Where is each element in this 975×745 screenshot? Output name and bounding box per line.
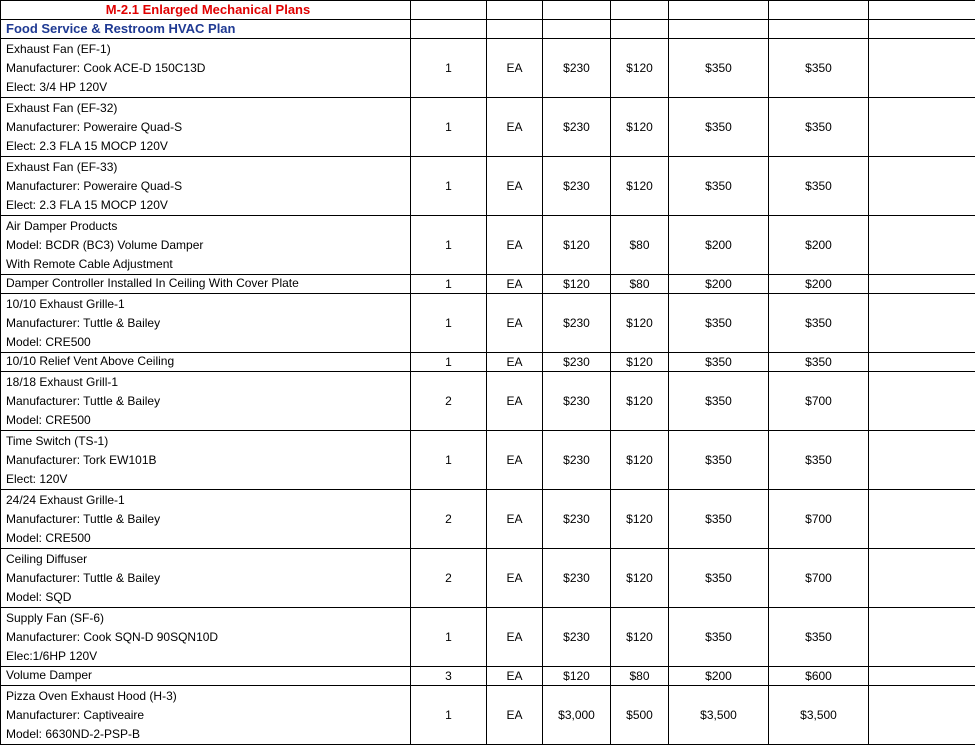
labor-cost-cell[interactable]: $120	[611, 490, 669, 549]
unit-cell[interactable]: EA	[487, 431, 543, 490]
item-description-line: Manufacturer: Tuttle & Bailey	[6, 392, 410, 411]
labor-cost-cell[interactable]: $120	[611, 294, 669, 353]
item-description-cell[interactable]	[1, 686, 411, 745]
labor-cost-cell[interactable]: $500	[611, 686, 669, 745]
empty-cell[interactable]	[769, 20, 869, 39]
item-description-cell[interactable]	[1, 431, 411, 490]
table-row	[1, 294, 975, 353]
item-description-line: 18/18 Exhaust Grill-1	[6, 373, 410, 392]
item-description-line: Elect: 2.3 FLA 15 MOCP 120V	[6, 196, 410, 215]
empty-cell[interactable]	[669, 1, 769, 20]
table-row	[1, 686, 975, 745]
item-description-line: Model: CRE500	[6, 411, 410, 430]
extended-total-cell[interactable]: $350	[769, 98, 869, 157]
extended-total-cell[interactable]: $350	[769, 431, 869, 490]
material-cost-cell[interactable]: $230	[543, 98, 611, 157]
extended-total-cell[interactable]: $200	[769, 216, 869, 275]
table-row	[1, 353, 975, 372]
item-description-cell[interactable]	[1, 39, 411, 98]
material-cost-cell[interactable]: $230	[543, 608, 611, 667]
material-cost-cell[interactable]: $230	[543, 353, 611, 372]
item-description-line: Manufacturer: Tork EW101B	[6, 451, 410, 470]
item-description-cell[interactable]	[1, 353, 411, 372]
extended-total-cell[interactable]: $350	[769, 157, 869, 216]
material-cost-cell[interactable]: $120	[543, 667, 611, 686]
empty-cell[interactable]	[869, 490, 975, 549]
item-description-line: Time Switch (TS-1)	[6, 432, 410, 451]
labor-cost-cell[interactable]: $120	[611, 39, 669, 98]
empty-cell[interactable]	[869, 275, 975, 294]
labor-cost-cell[interactable]: $120	[611, 549, 669, 608]
item-description-line: Manufacturer: Captiveaire	[6, 706, 410, 725]
item-description-cell[interactable]	[1, 216, 411, 275]
table-row	[1, 490, 975, 549]
labor-cost-cell[interactable]: $120	[611, 353, 669, 372]
item-description-cell[interactable]	[1, 157, 411, 216]
unit-cell[interactable]: EA	[487, 490, 543, 549]
item-description-line: Elect: 120V	[6, 470, 410, 489]
unit-total-cell[interactable]: $350	[669, 294, 769, 353]
unit-cell[interactable]: EA	[487, 549, 543, 608]
labor-cost-cell[interactable]: $120	[611, 157, 669, 216]
unit-cell[interactable]: EA	[487, 608, 543, 667]
material-cost-cell[interactable]: $120	[543, 216, 611, 275]
item-description-line: Exhaust Fan (EF-32)	[6, 99, 410, 118]
empty-cell[interactable]	[869, 294, 975, 353]
table-row	[1, 431, 975, 490]
item-description-line: Exhaust Fan (EF-33)	[6, 158, 410, 177]
table-row	[1, 372, 975, 431]
item-description-line: Model: CRE500	[6, 333, 410, 352]
item-description-cell[interactable]	[1, 372, 411, 431]
item-description-cell[interactable]	[1, 549, 411, 608]
extended-total-cell[interactable]: $600	[769, 667, 869, 686]
unit-cell[interactable]: EA	[487, 353, 543, 372]
unit-total-cell[interactable]: $200	[669, 667, 769, 686]
labor-cost-cell[interactable]: $80	[611, 216, 669, 275]
item-description-line: Manufacturer: Cook ACE-D 150C13D	[6, 59, 410, 78]
empty-cell[interactable]	[869, 353, 975, 372]
empty-cell[interactable]	[487, 20, 543, 39]
empty-cell[interactable]	[869, 372, 975, 431]
item-description-line: Manufacturer: Poweraire Quad-S	[6, 118, 410, 137]
empty-cell[interactable]	[869, 216, 975, 275]
unit-total-cell[interactable]: $3,500	[669, 686, 769, 745]
unit-total-cell[interactable]: $350	[669, 98, 769, 157]
unit-total-cell[interactable]: $350	[669, 431, 769, 490]
table-row	[1, 98, 975, 157]
empty-cell[interactable]	[411, 20, 487, 39]
unit-total-cell[interactable]: $350	[669, 157, 769, 216]
item-description-cell[interactable]	[1, 608, 411, 667]
unit-cell[interactable]: EA	[487, 667, 543, 686]
item-description-cell[interactable]	[1, 98, 411, 157]
material-cost-cell[interactable]: $230	[543, 372, 611, 431]
item-description-line: Elect: 3/4 HP 120V	[6, 78, 410, 97]
item-description-line: Model: SQD	[6, 588, 410, 607]
extended-total-cell[interactable]: $350	[769, 294, 869, 353]
empty-cell[interactable]	[869, 20, 975, 39]
quantity-cell[interactable]: 3	[411, 667, 487, 686]
empty-cell[interactable]	[869, 431, 975, 490]
material-cost-cell[interactable]: $230	[543, 294, 611, 353]
unit-cell[interactable]: EA	[487, 39, 543, 98]
quantity-cell[interactable]: 1	[411, 608, 487, 667]
material-cost-cell[interactable]: $120	[543, 275, 611, 294]
quantity-cell[interactable]: 1	[411, 275, 487, 294]
table-row	[1, 39, 975, 98]
item-description-line: Manufacturer: Tuttle & Bailey	[6, 510, 410, 529]
item-description-line: With Remote Cable Adjustment	[6, 255, 410, 274]
quantity-cell[interactable]: 1	[411, 157, 487, 216]
unit-total-cell[interactable]: $350	[669, 608, 769, 667]
unit-cell[interactable]: EA	[487, 157, 543, 216]
empty-cell[interactable]	[869, 1, 975, 20]
sheet-title-cell[interactable]: M-2.1 Enlarged Mechanical Plans	[1, 1, 411, 20]
empty-cell[interactable]	[869, 608, 975, 667]
material-cost-cell[interactable]: $3,000	[543, 686, 611, 745]
quantity-cell[interactable]: 1	[411, 216, 487, 275]
unit-cell[interactable]: EA	[487, 275, 543, 294]
empty-cell[interactable]	[869, 157, 975, 216]
quantity-cell[interactable]: 1	[411, 39, 487, 98]
unit-total-cell[interactable]: $350	[669, 372, 769, 431]
empty-cell[interactable]	[769, 1, 869, 20]
empty-cell[interactable]	[611, 20, 669, 39]
item-description-line: Exhaust Fan (EF-1)	[6, 40, 410, 59]
item-description-cell[interactable]	[1, 490, 411, 549]
empty-cell[interactable]	[543, 1, 611, 20]
item-description-line: 10/10 Exhaust Grille-1	[6, 295, 410, 314]
unit-cell[interactable]: EA	[487, 294, 543, 353]
item-description-line: Manufacturer: Tuttle & Bailey	[6, 314, 410, 333]
unit-cell[interactable]: EA	[487, 686, 543, 745]
material-cost-cell[interactable]: $230	[543, 157, 611, 216]
quantity-cell[interactable]: 2	[411, 490, 487, 549]
material-cost-cell[interactable]: $230	[543, 549, 611, 608]
item-description-line: Elect: 2.3 FLA 15 MOCP 120V	[6, 137, 410, 156]
unit-total-cell[interactable]: $350	[669, 490, 769, 549]
quantity-cell[interactable]: 1	[411, 294, 487, 353]
unit-total-cell[interactable]: $200	[669, 216, 769, 275]
extended-total-cell[interactable]: $700	[769, 372, 869, 431]
quantity-cell[interactable]: 1	[411, 353, 487, 372]
item-description-line: Elec:1/6HP 120V	[6, 647, 410, 666]
extended-total-cell[interactable]: $350	[769, 39, 869, 98]
table-row	[1, 275, 975, 294]
quantity-cell[interactable]: 2	[411, 372, 487, 431]
item-description-line: 10/10 Relief Vent Above Ceiling	[6, 353, 410, 370]
empty-cell[interactable]	[869, 98, 975, 157]
section-heading-cell[interactable]: Food Service & Restroom HVAC Plan	[1, 20, 411, 39]
labor-cost-cell[interactable]: $120	[611, 372, 669, 431]
labor-cost-cell[interactable]: $80	[611, 275, 669, 294]
empty-cell[interactable]	[611, 1, 669, 20]
extended-total-cell[interactable]: $350	[769, 353, 869, 372]
item-description-line: Supply Fan (SF-6)	[6, 609, 410, 628]
material-cost-cell[interactable]: $230	[543, 39, 611, 98]
item-description-line: Manufacturer: Cook SQN-D 90SQN10D	[6, 628, 410, 647]
labor-cost-cell[interactable]: $120	[611, 608, 669, 667]
empty-cell[interactable]	[543, 20, 611, 39]
item-description-line: Manufacturer: Tuttle & Bailey	[6, 569, 410, 588]
unit-total-cell[interactable]: $350	[669, 39, 769, 98]
item-description-line: Model: BCDR (BC3) Volume Damper	[6, 236, 410, 255]
empty-cell[interactable]	[669, 20, 769, 39]
section-row	[1, 20, 975, 39]
item-description-line: Model: 6630ND-2-PSP-B	[6, 725, 410, 744]
labor-cost-cell[interactable]: $80	[611, 667, 669, 686]
table-row	[1, 549, 975, 608]
table-row	[1, 157, 975, 216]
item-description-line: Volume Damper	[6, 667, 410, 684]
empty-cell[interactable]	[869, 549, 975, 608]
quantity-cell[interactable]: 2	[411, 549, 487, 608]
item-description-line: Ceiling Diffuser	[6, 550, 410, 569]
unit-total-cell[interactable]: $200	[669, 275, 769, 294]
item-description-cell[interactable]	[1, 667, 411, 686]
quantity-cell[interactable]: 1	[411, 431, 487, 490]
unit-total-cell[interactable]: $350	[669, 549, 769, 608]
empty-cell[interactable]	[869, 686, 975, 745]
empty-cell[interactable]	[869, 667, 975, 686]
labor-cost-cell[interactable]: $120	[611, 431, 669, 490]
extended-total-cell[interactable]: $350	[769, 608, 869, 667]
item-description-line: Model: CRE500	[6, 529, 410, 548]
item-description-cell[interactable]	[1, 294, 411, 353]
quantity-cell[interactable]: 1	[411, 98, 487, 157]
empty-cell[interactable]	[487, 1, 543, 20]
extended-total-cell[interactable]: $3,500	[769, 686, 869, 745]
item-description-line: Air Damper Products	[6, 217, 410, 236]
item-description-line: Pizza Oven Exhaust Hood (H-3)	[6, 687, 410, 706]
unit-cell[interactable]: EA	[487, 372, 543, 431]
table-row	[1, 667, 975, 686]
unit-cell[interactable]: EA	[487, 216, 543, 275]
material-cost-cell[interactable]: $230	[543, 431, 611, 490]
table-row	[1, 608, 975, 667]
title-row	[1, 1, 975, 20]
extended-total-cell[interactable]: $200	[769, 275, 869, 294]
material-cost-cell[interactable]: $230	[543, 490, 611, 549]
item-description-line: Damper Controller Installed In Ceiling With Cover Plate	[6, 275, 410, 292]
labor-cost-cell[interactable]: $120	[611, 98, 669, 157]
unit-cell[interactable]: EA	[487, 98, 543, 157]
item-description-cell[interactable]	[1, 275, 411, 294]
quantity-cell[interactable]: 1	[411, 686, 487, 745]
item-description-line: Manufacturer: Poweraire Quad-S	[6, 177, 410, 196]
extended-total-cell[interactable]: $700	[769, 549, 869, 608]
empty-cell[interactable]	[869, 39, 975, 98]
table-row	[1, 216, 975, 275]
unit-total-cell[interactable]: $350	[669, 353, 769, 372]
item-description-line: 24/24 Exhaust Grille-1	[6, 491, 410, 510]
extended-total-cell[interactable]: $700	[769, 490, 869, 549]
empty-cell[interactable]	[411, 1, 487, 20]
